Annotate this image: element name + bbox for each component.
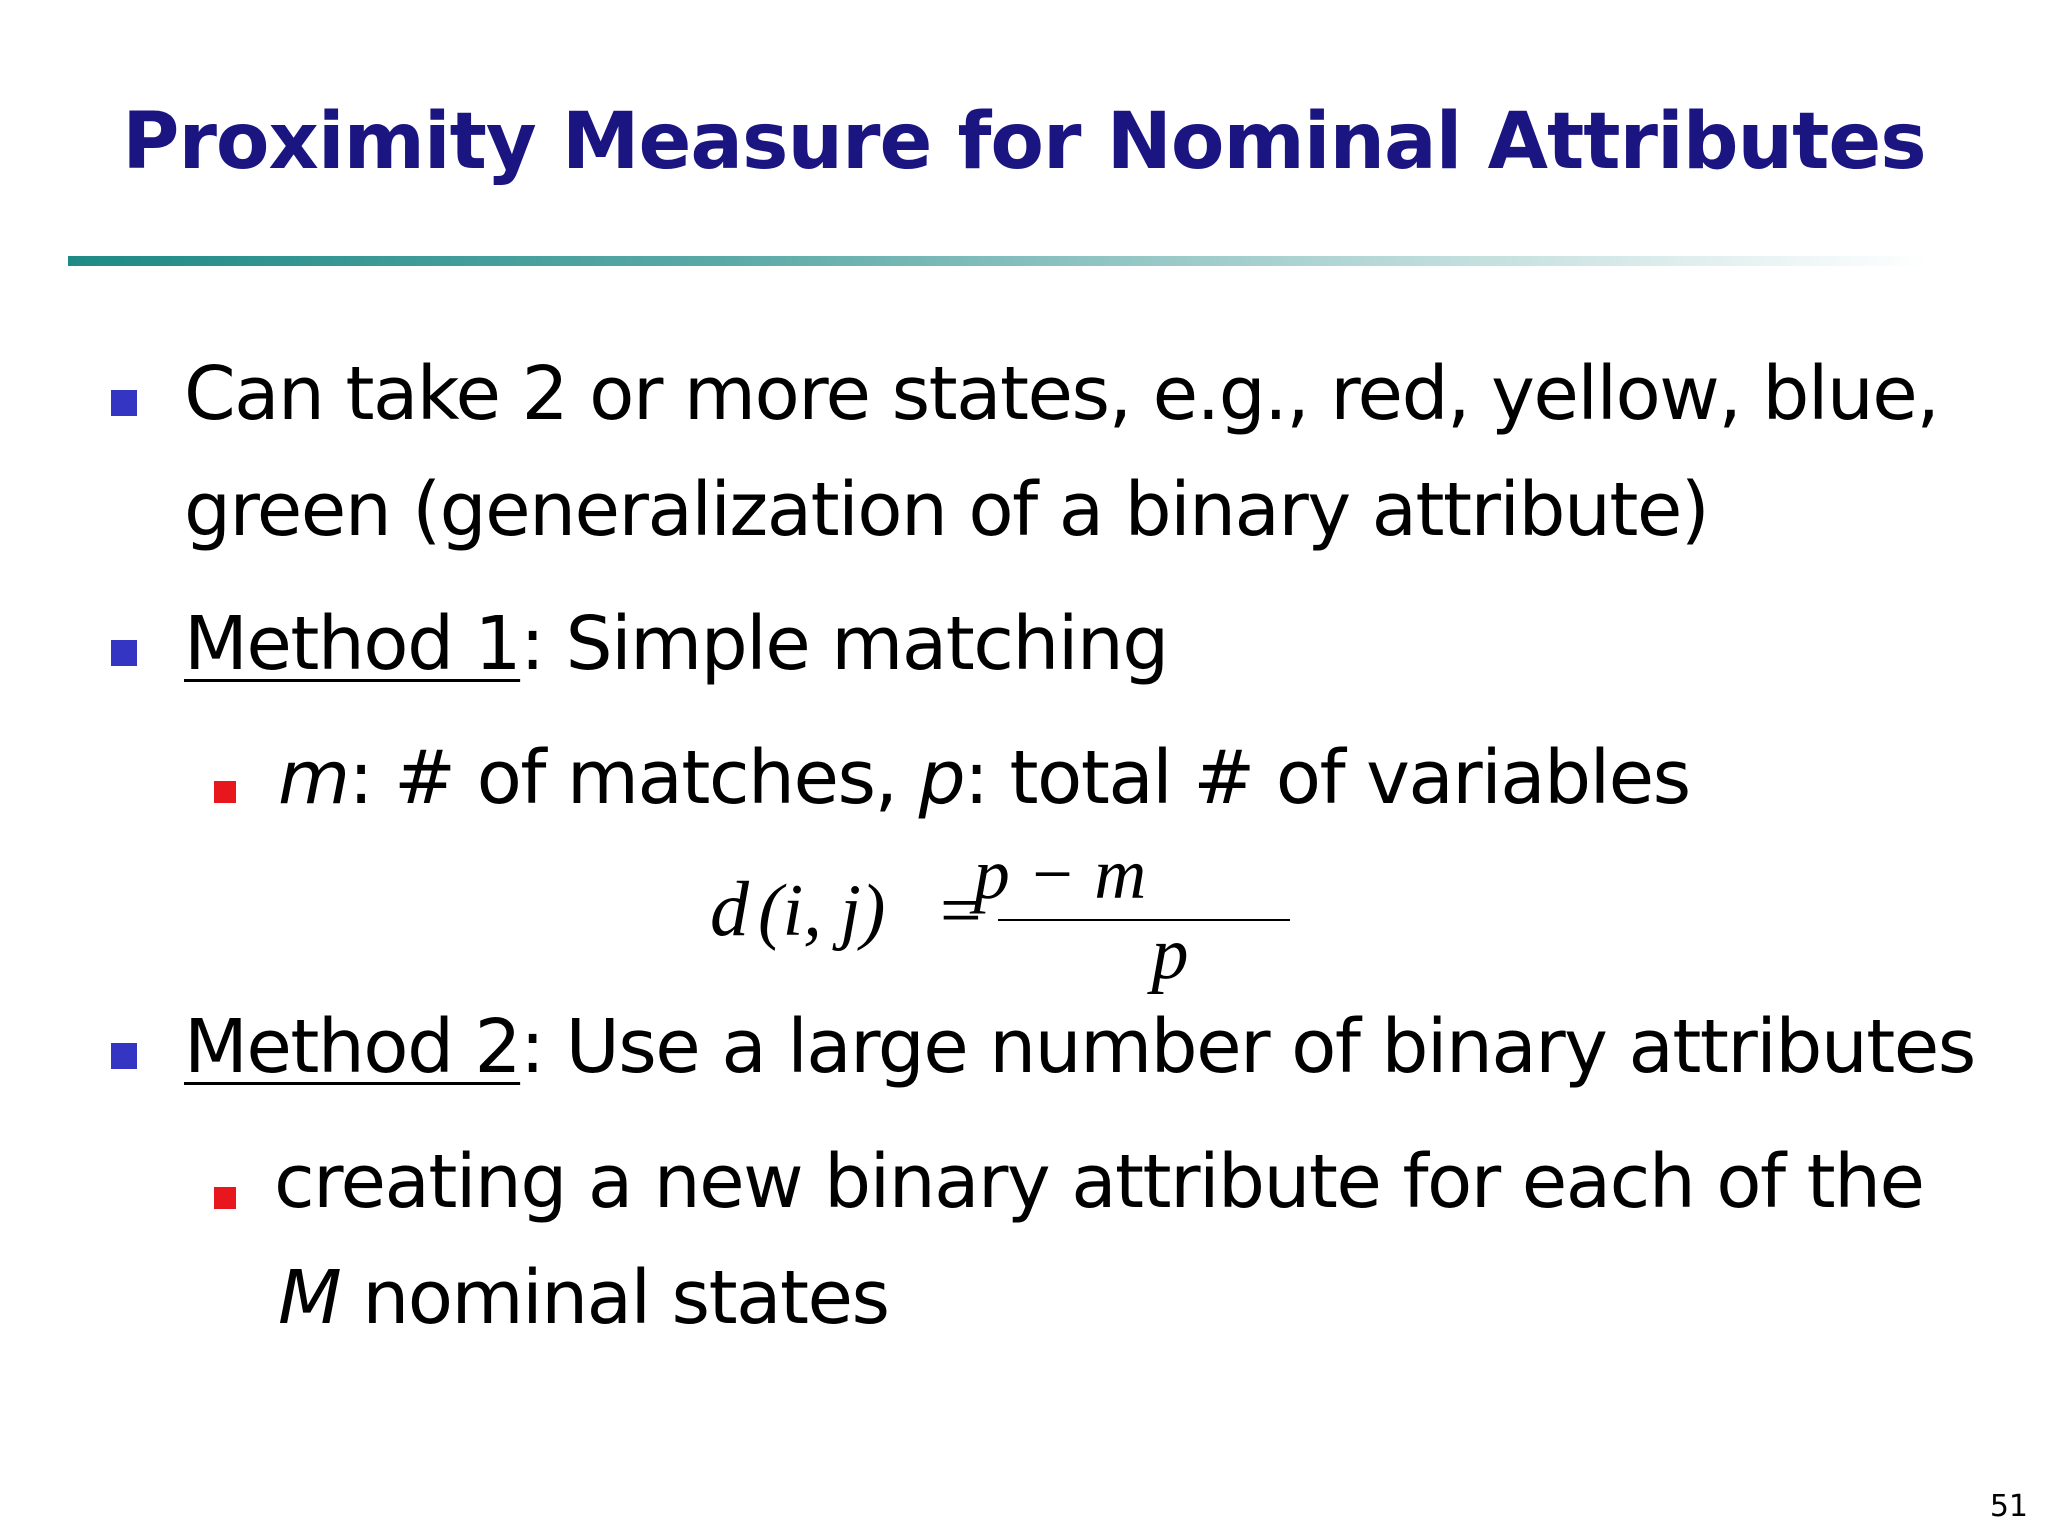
slide-title: Proximity Measure for Nominal Attributes xyxy=(122,97,1926,187)
sub-bullet-text-continued xyxy=(278,1240,889,1356)
bullet-marker xyxy=(111,390,137,416)
page-number: 51 xyxy=(1989,1489,2028,1524)
bullet-text: Can take 2 or more states, e.g., red, yellow, blue, xyxy=(184,351,1939,437)
variable-m: m xyxy=(278,735,349,821)
title-divider xyxy=(68,256,1928,266)
method-1-label: Method 1 xyxy=(184,601,521,687)
formula-numerator: p − m xyxy=(973,850,1147,914)
variables-text: : total # of variables xyxy=(964,735,1690,821)
nominal-states-text: nominal states xyxy=(340,1255,889,1341)
variable-M: M xyxy=(278,1255,341,1341)
bullet-text xyxy=(184,586,1168,702)
variable-p: p xyxy=(918,735,965,821)
sub-bullet-text xyxy=(278,720,1690,836)
formula-equals: = xyxy=(940,870,982,952)
dissimilarity-formula xyxy=(700,850,1340,1010)
bullet-marker xyxy=(111,1043,137,1069)
method-2-label: Method 2 xyxy=(184,1004,521,1090)
bullet-text-continued: green (generalization of a binary attribute) xyxy=(184,467,1709,553)
formula-d: d xyxy=(710,865,749,952)
bullet-marker xyxy=(111,640,137,666)
sub-bullet-text: creating a new binary attribute for each of the xyxy=(274,1139,1924,1225)
method-2-description: : Use a large number of binary attributes xyxy=(520,1004,1975,1090)
formula-denominator: p xyxy=(1151,913,1189,995)
bullet-text xyxy=(184,989,1975,1105)
sub-bullet-marker xyxy=(214,781,236,803)
sub-bullet-marker xyxy=(214,1187,236,1209)
formula-args: (i, j) xyxy=(758,870,886,952)
matches-text: : # of matches, xyxy=(348,735,919,821)
method-1-description: : Simple matching xyxy=(520,601,1168,687)
